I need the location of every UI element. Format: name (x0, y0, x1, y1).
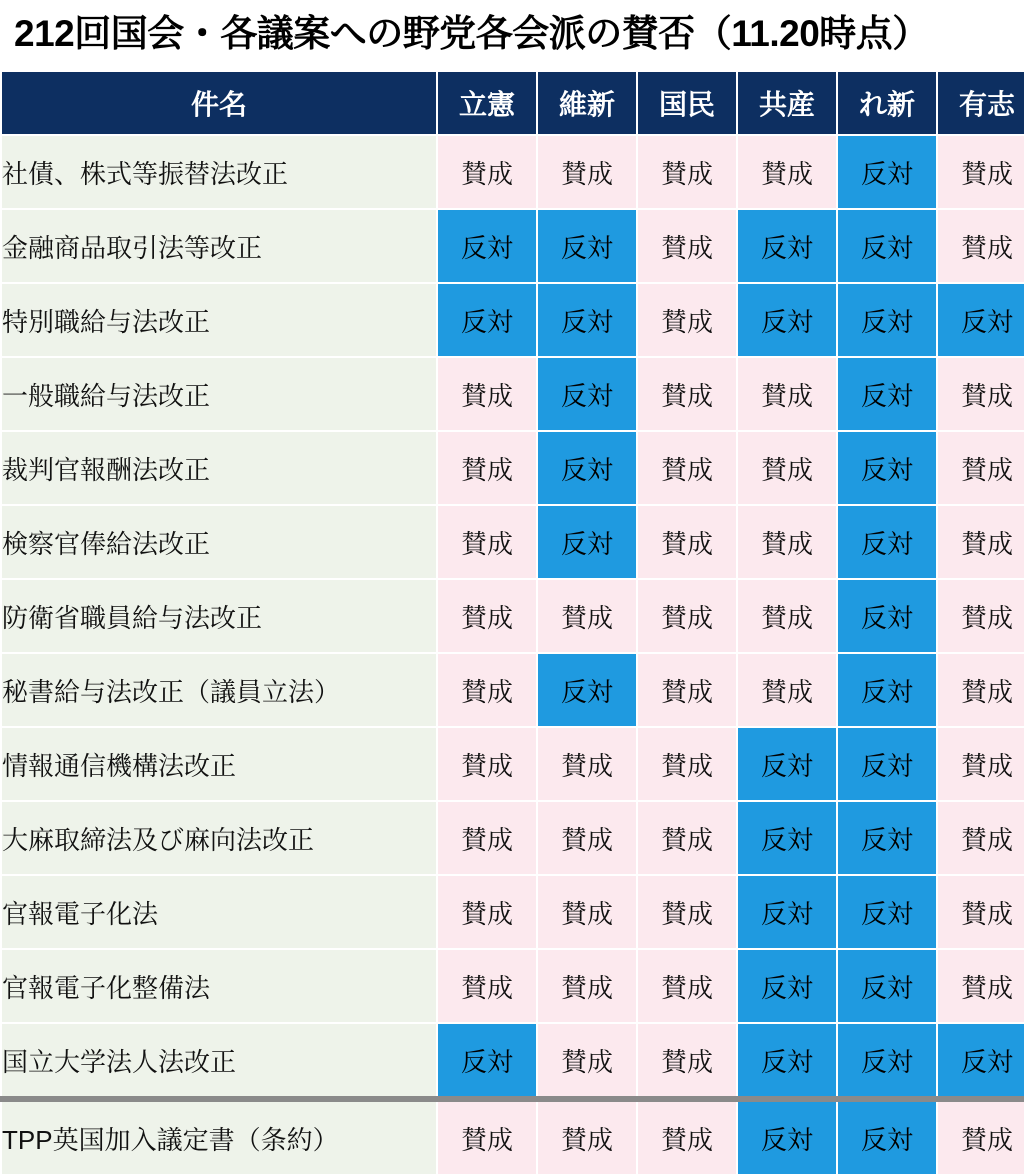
vote-cell: 賛成 (937, 949, 1024, 1023)
vote-cell: 反対 (837, 283, 937, 357)
vote-cell: 賛成 (637, 579, 737, 653)
vote-cell: 賛成 (937, 579, 1024, 653)
vote-cell: 賛成 (437, 875, 537, 949)
table-row (1, 1099, 1024, 1175)
header-row (1, 71, 1024, 135)
vote-cell: 賛成 (637, 431, 737, 505)
column-header-kyosan: 共産 (737, 71, 837, 135)
vote-cell: 賛成 (737, 505, 837, 579)
vote-cell: 賛成 (637, 653, 737, 727)
vote-cell: 反対 (737, 1023, 837, 1099)
bill-name-cell: 大麻取締法及び麻向法改正 (1, 801, 437, 875)
vote-cell: 賛成 (437, 431, 537, 505)
vote-cell: 賛成 (737, 357, 837, 431)
vote-cell: 反対 (437, 209, 537, 283)
table-row (1, 801, 1024, 875)
vote-cell: 反対 (537, 283, 637, 357)
page-title: 212回国会・各議案への野党各会派の賛否（11.20時点） (14, 13, 929, 54)
bill-name-cell: 社債、株式等振替法改正 (1, 135, 437, 209)
vote-cell: 反対 (837, 579, 937, 653)
vote-cell: 反対 (437, 283, 537, 357)
vote-cell: 反対 (837, 801, 937, 875)
table-row (1, 209, 1024, 283)
vote-cell: 賛成 (737, 135, 837, 209)
vote-cell: 反対 (537, 209, 637, 283)
table-row (1, 431, 1024, 505)
vote-cell: 反対 (837, 135, 937, 209)
vote-cell: 賛成 (537, 135, 637, 209)
bill-name-cell: 情報通信機構法改正 (1, 727, 437, 801)
vote-cell: 賛成 (437, 949, 537, 1023)
vote-cell: 賛成 (437, 1099, 537, 1175)
vote-cell: 賛成 (437, 357, 537, 431)
vote-cell: 賛成 (437, 653, 537, 727)
table-row (1, 579, 1024, 653)
vote-cell: 賛成 (937, 135, 1024, 209)
vote-cell: 賛成 (637, 505, 737, 579)
vote-cell: 賛成 (937, 727, 1024, 801)
table-row (1, 1023, 1024, 1099)
vote-cell: 反対 (837, 209, 937, 283)
vote-cell: 賛成 (937, 357, 1024, 431)
vote-cell: 反対 (537, 357, 637, 431)
vote-cell: 賛成 (637, 209, 737, 283)
bill-name-cell: 一般職給与法改正 (1, 357, 437, 431)
vote-cell: 反対 (437, 1023, 537, 1099)
table-row (1, 875, 1024, 949)
table-row (1, 727, 1024, 801)
vote-cell: 反対 (737, 875, 837, 949)
table-row (1, 653, 1024, 727)
vote-cell: 反対 (837, 653, 937, 727)
vote-cell: 反対 (937, 283, 1024, 357)
vote-cell: 賛成 (637, 135, 737, 209)
vote-cell: 反対 (737, 727, 837, 801)
vote-cell: 反対 (737, 209, 837, 283)
bill-name-cell: 官報電子化法 (1, 875, 437, 949)
bill-name-cell: 国立大学法人法改正 (1, 1023, 437, 1099)
vote-cell: 反対 (837, 505, 937, 579)
vote-cell: 反対 (837, 949, 937, 1023)
vote-cell: 賛成 (637, 283, 737, 357)
vote-cell: 賛成 (437, 801, 537, 875)
vote-cell: 反対 (837, 431, 937, 505)
vote-table (0, 70, 1024, 1176)
vote-cell: 賛成 (437, 579, 537, 653)
vote-cell: 賛成 (637, 357, 737, 431)
vote-cell: 賛成 (937, 505, 1024, 579)
vote-cell: 賛成 (937, 801, 1024, 875)
vote-cell: 反対 (837, 1023, 937, 1099)
bill-name-cell: 金融商品取引法等改正 (1, 209, 437, 283)
vote-cell: 賛成 (637, 1023, 737, 1099)
vote-cell: 賛成 (637, 1099, 737, 1175)
table-row (1, 949, 1024, 1023)
column-header-name: 件名 (1, 71, 437, 135)
vote-cell: 賛成 (537, 579, 637, 653)
vote-cell: 賛成 (637, 801, 737, 875)
vote-cell: 賛成 (737, 431, 837, 505)
vote-cell: 反対 (537, 505, 637, 579)
bill-name-cell: 特別職給与法改正 (1, 283, 437, 357)
vote-cell: 反対 (737, 283, 837, 357)
bill-name-cell: 秘書給与法改正（議員立法） (1, 653, 437, 727)
column-header-reishin: れ新 (837, 71, 937, 135)
vote-cell: 賛成 (737, 653, 837, 727)
vote-cell: 賛成 (537, 801, 637, 875)
vote-cell: 反対 (737, 1099, 837, 1175)
vote-cell: 賛成 (537, 875, 637, 949)
vote-cell: 反対 (737, 801, 837, 875)
vote-cell: 賛成 (537, 949, 637, 1023)
column-header-kokumin: 国民 (637, 71, 737, 135)
vote-cell: 賛成 (637, 727, 737, 801)
vote-cell: 反対 (837, 1099, 937, 1175)
bill-name-cell: 検察官俸給法改正 (1, 505, 437, 579)
vote-cell: 賛成 (937, 1099, 1024, 1175)
bill-name-cell: 裁判官報酬法改正 (1, 431, 437, 505)
vote-cell: 反対 (837, 727, 937, 801)
column-header-yushi: 有志 (937, 71, 1024, 135)
vote-cell: 賛成 (737, 579, 837, 653)
vote-cell: 賛成 (937, 209, 1024, 283)
vote-cell: 賛成 (637, 949, 737, 1023)
vote-cell: 反対 (537, 653, 637, 727)
vote-cell: 反対 (537, 431, 637, 505)
vote-cell: 賛成 (537, 1023, 637, 1099)
table-body (1, 135, 1024, 1175)
column-header-rikken: 立憲 (437, 71, 537, 135)
table-row (1, 505, 1024, 579)
bill-name-cell: TPP英国加入議定書（条約） (1, 1099, 437, 1175)
vote-cell: 賛成 (637, 875, 737, 949)
table-row (1, 357, 1024, 431)
vote-cell: 反対 (737, 949, 837, 1023)
vote-cell: 反対 (837, 357, 937, 431)
table-row (1, 283, 1024, 357)
vote-cell: 賛成 (937, 431, 1024, 505)
vote-cell: 賛成 (537, 1099, 637, 1175)
bill-name-cell: 防衛省職員給与法改正 (1, 579, 437, 653)
column-header-ishin: 維新 (537, 71, 637, 135)
vote-cell: 賛成 (437, 727, 537, 801)
vote-cell: 賛成 (937, 875, 1024, 949)
table-header (1, 71, 1024, 135)
bill-name-cell: 官報電子化整備法 (1, 949, 437, 1023)
vote-cell: 賛成 (937, 653, 1024, 727)
vote-cell: 賛成 (537, 727, 637, 801)
vote-cell: 反対 (837, 875, 937, 949)
vote-cell: 反対 (937, 1023, 1024, 1099)
table-row (1, 135, 1024, 209)
vote-cell: 賛成 (437, 135, 537, 209)
vote-cell: 賛成 (437, 505, 537, 579)
